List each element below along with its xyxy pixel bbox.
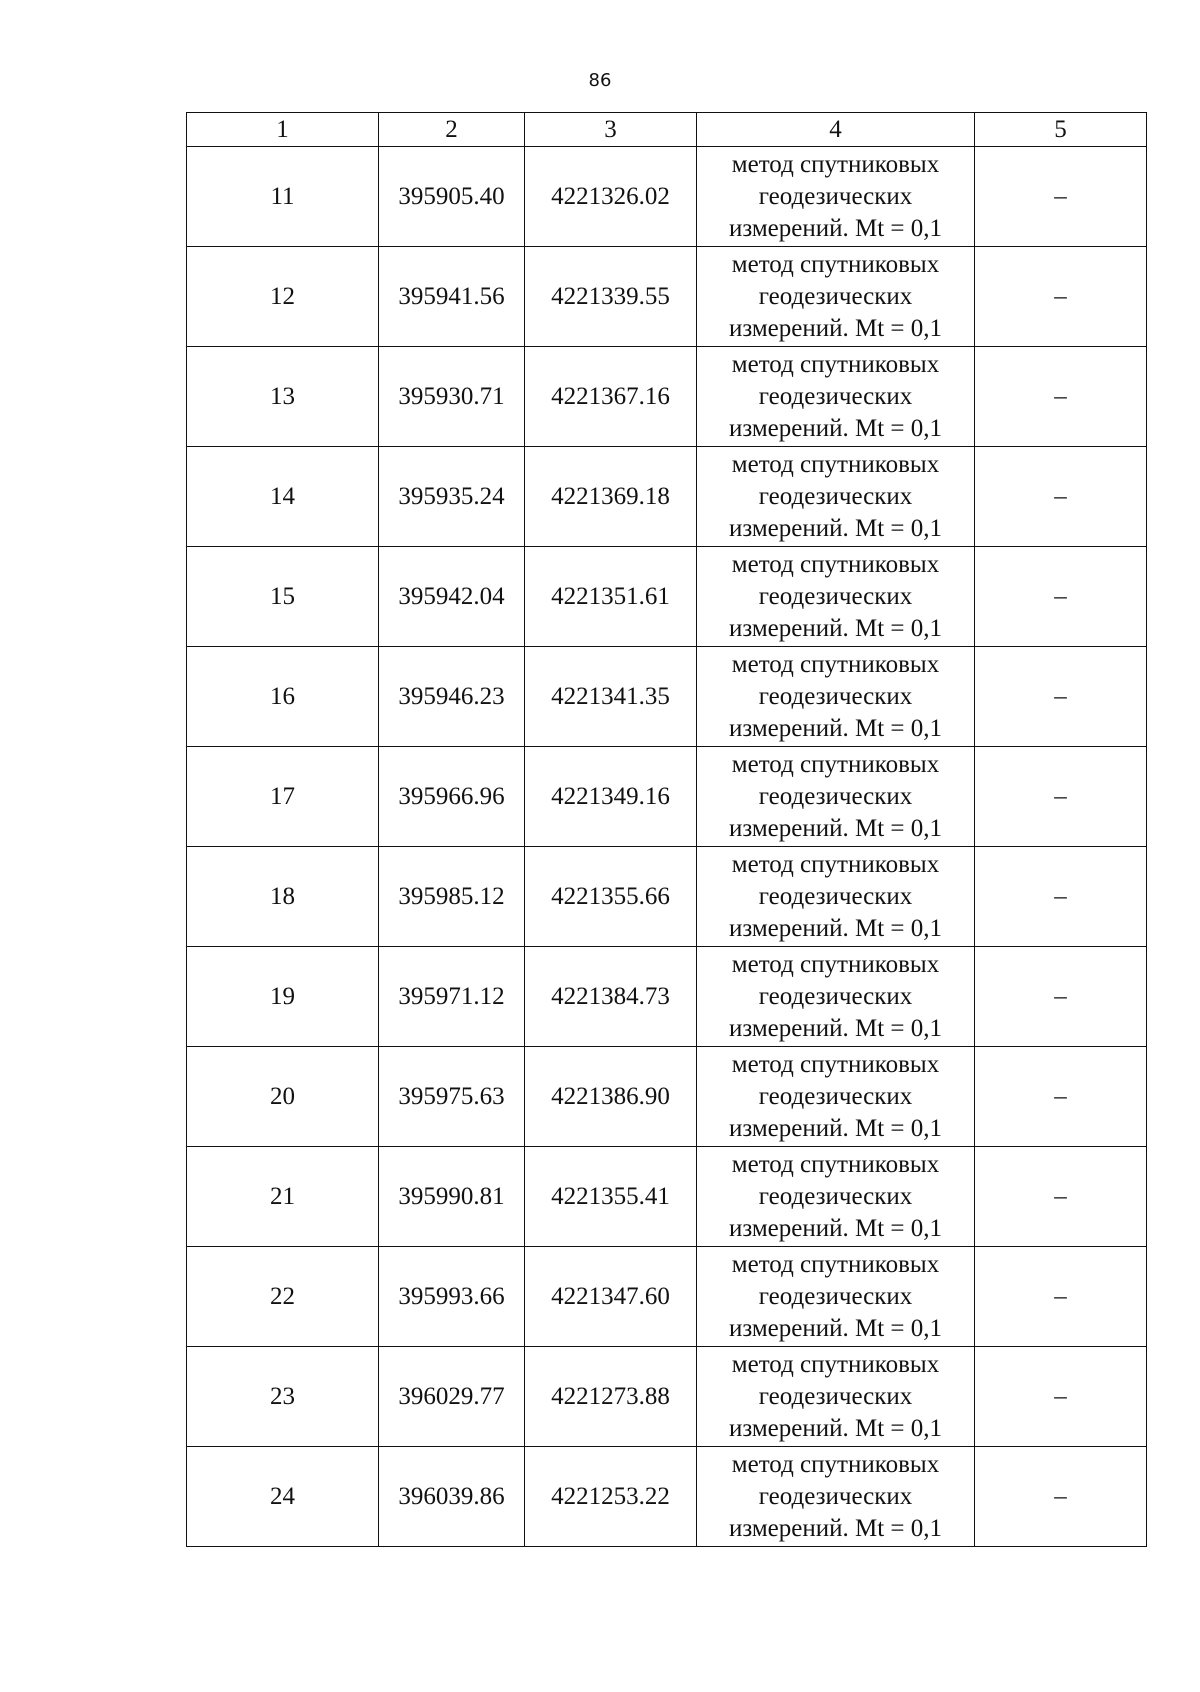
- table-row: [187, 747, 1147, 847]
- method-line-3: измерений. Mt = 0,1: [728, 1514, 943, 1542]
- point-number: 24: [187, 1447, 379, 1547]
- coordinates-table-container: [186, 112, 1146, 1547]
- coordinate-x: 396029.77: [379, 1347, 525, 1447]
- header-col-2: 2: [379, 113, 525, 147]
- table-row: [187, 147, 1147, 247]
- dash-cell: –: [975, 1447, 1147, 1547]
- point-number: 19: [187, 947, 379, 1047]
- dash-cell: –: [975, 747, 1147, 847]
- method-description: [697, 547, 975, 647]
- dash-cell: –: [975, 1047, 1147, 1147]
- coordinate-y: 4221326.02: [525, 147, 697, 247]
- point-number: 15: [187, 547, 379, 647]
- point-number: 16: [187, 647, 379, 747]
- method-line-1: метод спутниковых: [731, 450, 940, 478]
- coordinate-x: 395930.71: [379, 347, 525, 447]
- point-number: 23: [187, 1347, 379, 1447]
- dash-cell: –: [975, 1147, 1147, 1247]
- method-line-2: геодезических: [758, 782, 913, 810]
- dash-cell: –: [975, 647, 1147, 747]
- method-line-3: измерений. Mt = 0,1: [728, 1414, 943, 1442]
- point-number: 22: [187, 1247, 379, 1347]
- point-number: 14: [187, 447, 379, 547]
- table-row: [187, 947, 1147, 1047]
- method-description: [697, 147, 975, 247]
- point-number: 11: [187, 147, 379, 247]
- method-description: [697, 1347, 975, 1447]
- method-line-2: геодезических: [758, 1082, 913, 1110]
- method-line-2: геодезических: [758, 482, 913, 510]
- method-description: [697, 1447, 975, 1547]
- method-line-3: измерений. Mt = 0,1: [728, 814, 943, 842]
- method-description: [697, 847, 975, 947]
- header-col-1: 1: [187, 113, 379, 147]
- point-number: 17: [187, 747, 379, 847]
- coordinate-x: 395971.12: [379, 947, 525, 1047]
- table-row: [187, 1147, 1147, 1247]
- coordinate-x: 395993.66: [379, 1247, 525, 1347]
- coordinate-y: 4221351.61: [525, 547, 697, 647]
- point-number: 12: [187, 247, 379, 347]
- method-description: [697, 1147, 975, 1247]
- coordinate-y: 4221347.60: [525, 1247, 697, 1347]
- method-line-2: геодезических: [758, 582, 913, 610]
- table-row: [187, 447, 1147, 547]
- point-number: 18: [187, 847, 379, 947]
- coordinate-x: 395941.56: [379, 247, 525, 347]
- coordinate-y: 4221253.22: [525, 1447, 697, 1547]
- method-line-2: геодезических: [758, 682, 913, 710]
- table-header-row: [187, 113, 1147, 147]
- header-col-4: 4: [697, 113, 975, 147]
- coordinate-y: 4221355.66: [525, 847, 697, 947]
- method-line-2: геодезических: [758, 1382, 913, 1410]
- table-row: [187, 647, 1147, 747]
- table-row: [187, 1047, 1147, 1147]
- method-line-3: измерений. Mt = 0,1: [728, 1214, 943, 1242]
- coordinate-y: 4221341.35: [525, 647, 697, 747]
- method-line-3: измерений. Mt = 0,1: [728, 514, 943, 542]
- method-line-3: измерений. Mt = 0,1: [728, 614, 943, 642]
- table-body: [187, 147, 1147, 1547]
- point-number: 21: [187, 1147, 379, 1247]
- method-line-1: метод спутниковых: [731, 1450, 940, 1478]
- point-number: 13: [187, 347, 379, 447]
- method-line-3: измерений. Mt = 0,1: [728, 1014, 943, 1042]
- method-description: [697, 947, 975, 1047]
- method-line-1: метод спутниковых: [731, 850, 940, 878]
- dash-cell: –: [975, 947, 1147, 1047]
- coordinate-x: 395966.96: [379, 747, 525, 847]
- coordinate-x: 395935.24: [379, 447, 525, 547]
- coordinate-x: 395975.63: [379, 1047, 525, 1147]
- method-line-2: геодезических: [758, 382, 913, 410]
- coordinate-y: 4221367.16: [525, 347, 697, 447]
- dash-cell: –: [975, 847, 1147, 947]
- method-line-1: метод спутниковых: [731, 1250, 940, 1278]
- header-col-5: 5: [975, 113, 1147, 147]
- method-description: [697, 447, 975, 547]
- method-description: [697, 647, 975, 747]
- dash-cell: –: [975, 1247, 1147, 1347]
- method-line-2: геодезических: [758, 882, 913, 910]
- coordinate-y: 4221386.90: [525, 1047, 697, 1147]
- method-line-1: метод спутниковых: [731, 1350, 940, 1378]
- coordinate-y: 4221349.16: [525, 747, 697, 847]
- method-line-2: геодезических: [758, 1482, 913, 1510]
- table-row: [187, 247, 1147, 347]
- method-line-1: метод спутниковых: [731, 750, 940, 778]
- method-line-1: метод спутниковых: [731, 1050, 940, 1078]
- method-description: [697, 1047, 975, 1147]
- method-line-1: метод спутниковых: [731, 950, 940, 978]
- method-line-2: геодезических: [758, 182, 913, 210]
- dash-cell: –: [975, 547, 1147, 647]
- coordinate-y: 4221273.88: [525, 1347, 697, 1447]
- method-description: [697, 347, 975, 447]
- table-row: [187, 547, 1147, 647]
- point-number: 20: [187, 1047, 379, 1147]
- method-line-1: метод спутниковых: [731, 150, 940, 178]
- method-line-1: метод спутниковых: [731, 550, 940, 578]
- method-line-3: измерений. Mt = 0,1: [728, 314, 943, 342]
- method-line-1: метод спутниковых: [731, 350, 940, 378]
- method-line-3: измерений. Mt = 0,1: [728, 914, 943, 942]
- coordinate-x: 396039.86: [379, 1447, 525, 1547]
- method-description: [697, 747, 975, 847]
- coordinate-y: 4221355.41: [525, 1147, 697, 1247]
- method-line-3: измерений. Mt = 0,1: [728, 414, 943, 442]
- method-line-1: метод спутниковых: [731, 650, 940, 678]
- table-row: [187, 847, 1147, 947]
- coordinate-x: 395990.81: [379, 1147, 525, 1247]
- method-line-2: геодезических: [758, 282, 913, 310]
- method-line-3: измерений. Mt = 0,1: [728, 1114, 943, 1142]
- method-line-3: измерений. Mt = 0,1: [728, 714, 943, 742]
- method-line-3: измерений. Mt = 0,1: [728, 1314, 943, 1342]
- table-row: [187, 1247, 1147, 1347]
- table-row: [187, 347, 1147, 447]
- table-row: [187, 1347, 1147, 1447]
- coordinate-x: 395985.12: [379, 847, 525, 947]
- coordinate-x: 395946.23: [379, 647, 525, 747]
- method-line-1: метод спутниковых: [731, 1150, 940, 1178]
- dash-cell: –: [975, 347, 1147, 447]
- dash-cell: –: [975, 1347, 1147, 1447]
- method-line-1: метод спутниковых: [731, 250, 940, 278]
- header-col-3: 3: [525, 113, 697, 147]
- coordinate-y: 4221339.55: [525, 247, 697, 347]
- dash-cell: –: [975, 247, 1147, 347]
- page-number: 86: [588, 70, 612, 91]
- dash-cell: –: [975, 147, 1147, 247]
- method-description: [697, 247, 975, 347]
- method-line-2: геодезических: [758, 1182, 913, 1210]
- method-description: [697, 1247, 975, 1347]
- coordinate-y: 4221384.73: [525, 947, 697, 1047]
- coordinate-x: 395905.40: [379, 147, 525, 247]
- coordinate-x: 395942.04: [379, 547, 525, 647]
- coordinate-y: 4221369.18: [525, 447, 697, 547]
- method-line-3: измерений. Mt = 0,1: [728, 214, 943, 242]
- table-row: [187, 1447, 1147, 1547]
- coordinates-table: [186, 112, 1147, 1547]
- method-line-2: геодезических: [758, 982, 913, 1010]
- dash-cell: –: [975, 447, 1147, 547]
- method-line-2: геодезических: [758, 1282, 913, 1310]
